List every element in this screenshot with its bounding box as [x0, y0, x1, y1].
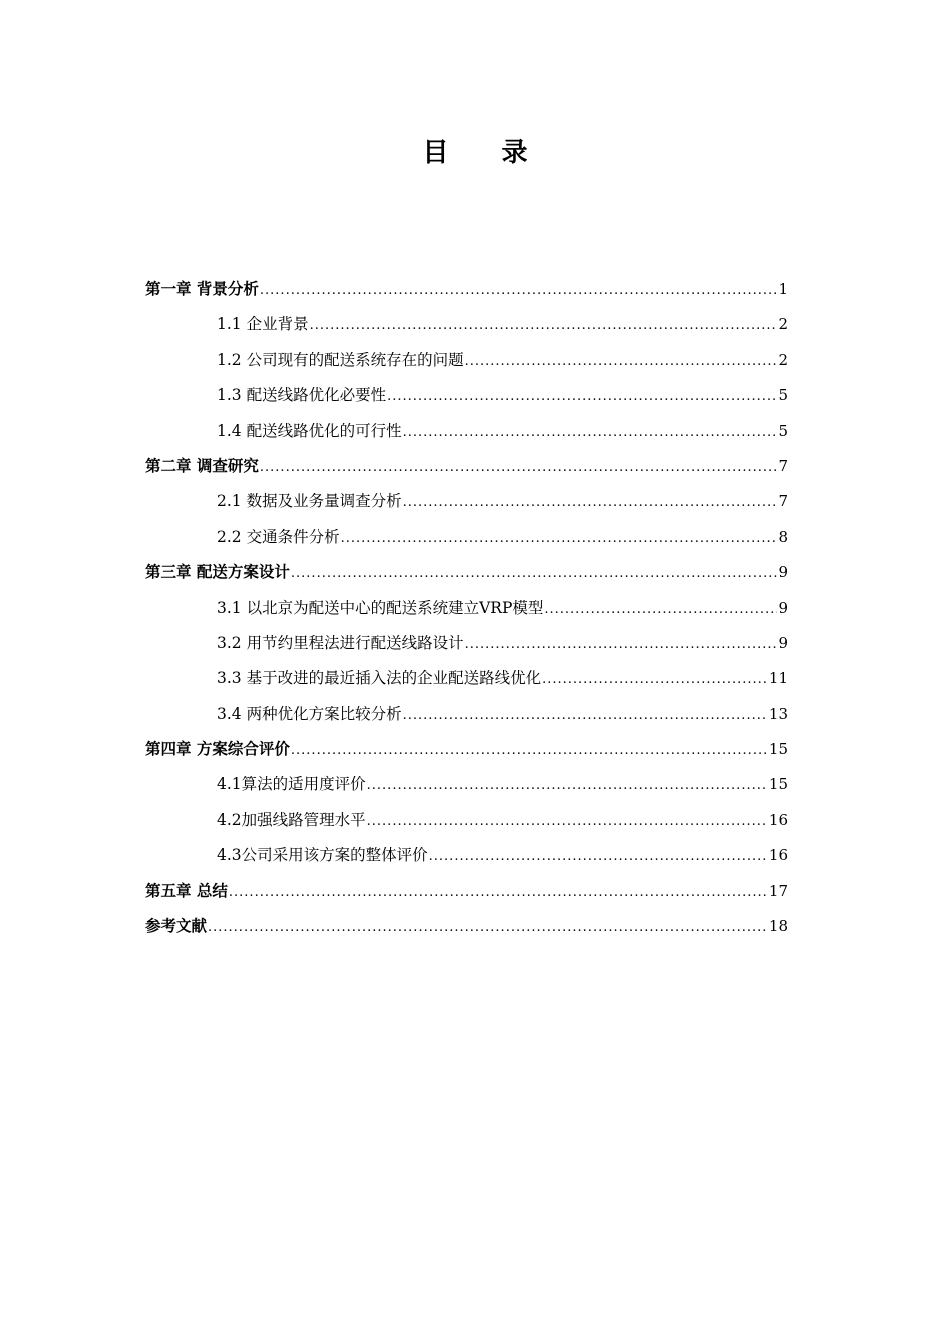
toc-entry-label: 4.1算法的适用度评价 [217, 775, 366, 794]
toc-section-entry[interactable] [145, 520, 788, 555]
toc-entry-label: 第三章 配送方案设计 [145, 563, 290, 582]
toc-page-number: 13 [768, 704, 788, 723]
toc-page-number: 7 [778, 492, 788, 511]
table-of-contents [145, 272, 788, 944]
toc-entry-label: 3.1 以北京为配送中心的配送系统建立VRP模型 [217, 598, 544, 617]
toc-dot-leader [229, 875, 768, 909]
toc-section-entry[interactable] [145, 697, 788, 732]
toc-entry-label: 1.3 配送线路优化必要性 [217, 386, 387, 405]
toc-entry-label: 2.1 数据及业务量调查分析 [217, 492, 402, 511]
toc-section-entry[interactable] [145, 343, 788, 378]
toc-page-number: 11 [768, 669, 788, 688]
toc-page-number: 16 [768, 846, 788, 865]
toc-section-entry[interactable] [145, 591, 788, 626]
toc-section-entry[interactable] [145, 414, 788, 449]
toc-chapter-entry[interactable] [145, 272, 788, 307]
toc-page-number: 2 [778, 350, 788, 369]
toc-page-number: 18 [768, 917, 788, 936]
toc-chapter-entry[interactable] [145, 449, 788, 484]
toc-page-number: 15 [768, 775, 788, 794]
toc-entry-label: 第五章 总结 [145, 881, 228, 900]
toc-entry-label: 3.4 两种优化方案比较分析 [217, 704, 402, 723]
toc-entry-label: 1.2 公司现有的配送系统存在的问题 [217, 350, 464, 369]
toc-dot-leader [465, 344, 778, 378]
toc-section-entry[interactable] [145, 838, 788, 873]
toc-chapter-entry[interactable] [145, 732, 788, 767]
toc-chapter-entry[interactable] [145, 555, 788, 590]
toc-entry-label: 1.1 企业背景 [217, 315, 309, 334]
toc-dot-leader [544, 592, 777, 626]
toc-dot-leader [208, 910, 768, 944]
toc-section-entry[interactable] [145, 767, 788, 802]
toc-page-number: 9 [778, 598, 788, 617]
toc-dot-leader [465, 627, 778, 661]
toc-entry-label: 参考文献 [145, 917, 208, 936]
toc-entry-label: 第二章 调查研究 [145, 456, 259, 475]
toc-page-number: 9 [778, 563, 788, 582]
toc-page-number: 2 [778, 315, 788, 334]
toc-page-number: 17 [768, 881, 788, 900]
toc-dot-leader [291, 556, 778, 590]
toc-section-entry[interactable] [145, 307, 788, 342]
toc-dot-leader [310, 308, 778, 342]
toc-entry-label: 1.4 配送线路优化的可行性 [217, 421, 402, 440]
toc-section-entry[interactable] [145, 378, 788, 413]
toc-page-number: 9 [778, 633, 788, 652]
toc-page-number: 8 [778, 527, 788, 546]
toc-entry-label: 第四章 方案综合评价 [145, 740, 290, 759]
toc-page-number: 16 [768, 810, 788, 829]
toc-page-number: 15 [768, 740, 788, 759]
toc-dot-leader [403, 415, 778, 449]
toc-dot-leader [291, 733, 768, 767]
toc-entry-label: 4.3公司采用该方案的整体评价 [217, 846, 428, 865]
toc-page-number: 5 [778, 421, 788, 440]
toc-dot-leader [367, 768, 768, 802]
toc-section-entry[interactable] [145, 803, 788, 838]
toc-section-entry[interactable] [145, 626, 788, 661]
toc-chapter-entry[interactable] [145, 874, 788, 909]
toc-dot-leader [403, 485, 778, 519]
toc-dot-leader [260, 450, 778, 484]
toc-entry-label: 3.2 用节约里程法进行配送线路设计 [217, 633, 464, 652]
toc-dot-leader [387, 379, 777, 413]
toc-page-number: 1 [778, 280, 788, 298]
toc-entry-label: 第一章 背景分析 [145, 280, 259, 298]
toc-title: 目 录 [422, 138, 550, 168]
toc-page-number: 5 [778, 386, 788, 405]
toc-dot-leader [542, 662, 768, 696]
toc-entry-label: 4.2加强线路管理水平 [217, 810, 366, 829]
toc-entry-label: 3.3 基于改进的最近插入法的企业配送路线优化 [217, 669, 542, 688]
toc-page-number: 7 [778, 456, 788, 475]
toc-dot-leader [367, 804, 768, 838]
toc-dot-leader [403, 698, 768, 732]
toc-chapter-entry[interactable] [145, 909, 788, 944]
toc-dot-leader [341, 521, 778, 555]
toc-section-entry[interactable] [145, 661, 788, 696]
toc-section-entry[interactable] [145, 484, 788, 519]
toc-dot-leader [260, 273, 778, 307]
toc-entry-label: 2.2 交通条件分析 [217, 527, 340, 546]
toc-dot-leader [429, 839, 768, 873]
